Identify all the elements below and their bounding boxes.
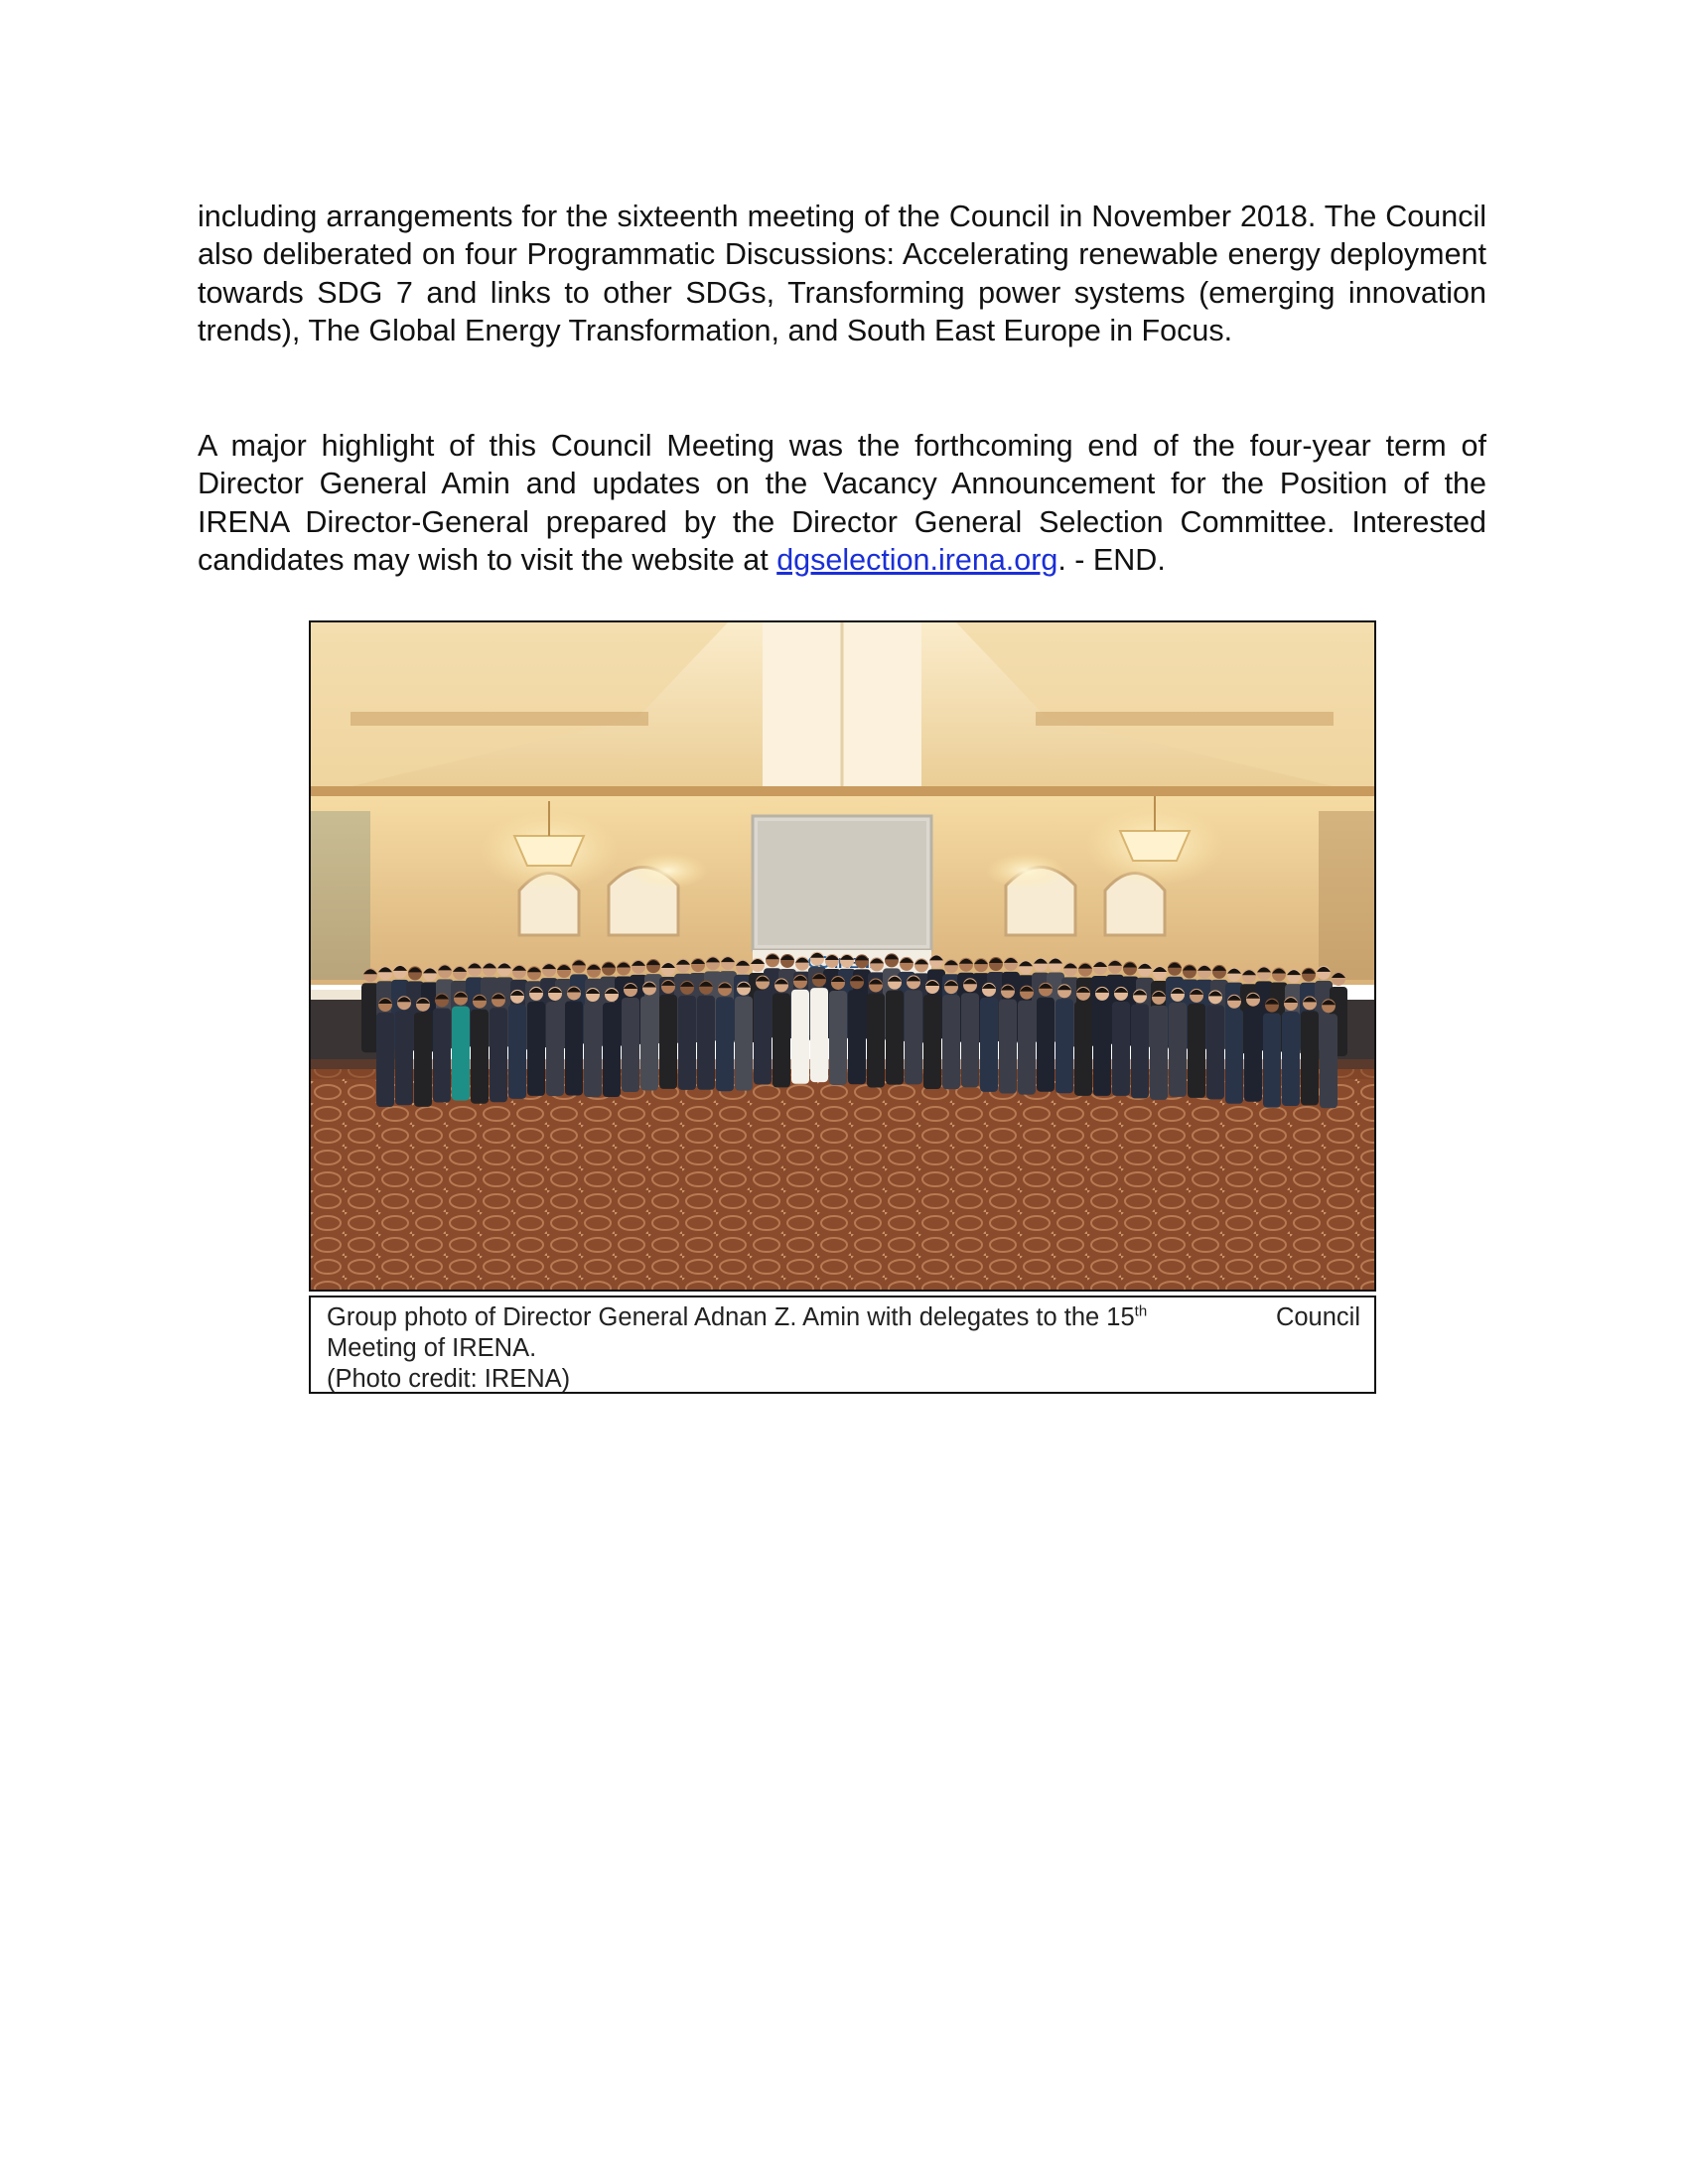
body-paragraph-1: including arrangements for the sixteenth meeting of the Council in November 2018. The Council also deliberated on four Programmatic Discussions: Accelerating renewable energy deployment towards SDG 7 and links to other SDGs, Transforming power systems (emerging innovation trends), The Global Energy Transformation, and South East Europe in Focus.	[198, 200, 1486, 348]
photo-credit: (Photo credit: IRENA)	[327, 1365, 571, 1393]
paragraph-2-end: . - END.	[1057, 543, 1166, 578]
caption-text-start: Group photo of Director General Adnan Z. Amin with delegates to the 15th	[327, 1302, 1148, 1331]
caption-text-end: Council	[1275, 1303, 1360, 1331]
caption-line-2: Meeting of IRENA.	[327, 1334, 537, 1362]
caption-line-1	[327, 1302, 1360, 1333]
paragraph-2-text: A major highlight of this Council Meeting was the forthcoming end of the four-year term of Director General Amin and updates on the Vacancy Announcement for the Position of the IRENA Director-General prepared by the Director General Selection Committee. Interested candidates may wish to visit the website at	[198, 429, 1486, 578]
carpet-floor	[311, 1069, 1374, 1290]
photo-caption	[309, 1296, 1376, 1394]
body-paragraph-2	[198, 427, 1486, 580]
group-photo-illustration	[311, 622, 1374, 1290]
dgselection-link[interactable]: dgselection.irena.org	[776, 543, 1058, 578]
group-photo	[309, 620, 1376, 1292]
